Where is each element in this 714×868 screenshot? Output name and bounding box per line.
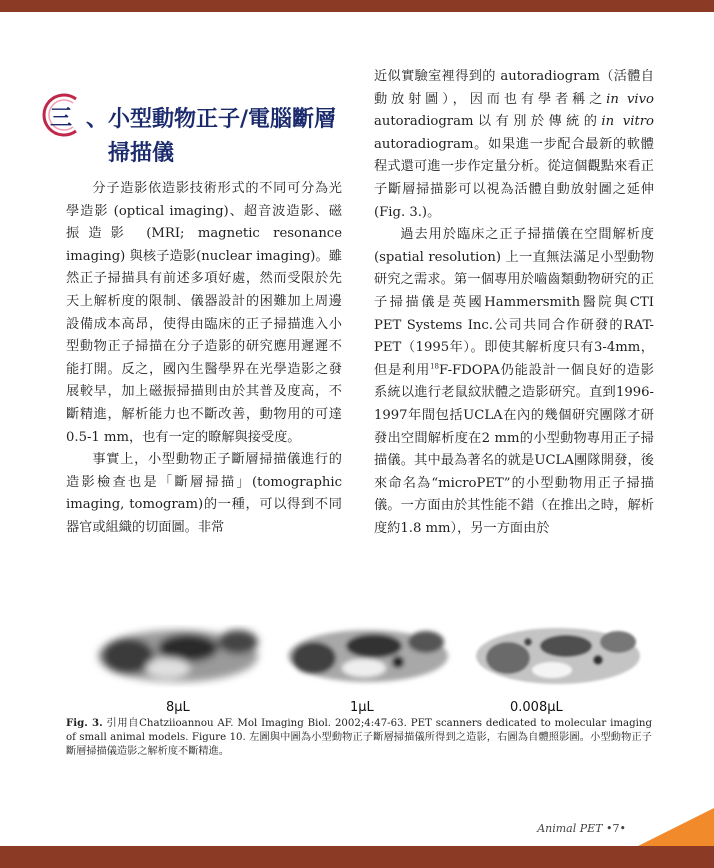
left-paragraph-1: 分子造影依造影技術形式的不同可分為光學造影 (optical imaging)、超音波造影、磁振造影 (MRI; magnetic resonance imaging) 與核子造影(nuclear imaging)。雖然正子掃描具有前述多項好處，然而受限於先天上解析度的限制、儀器設計的困難加上周邊設備成本高昂，使得由臨床的正子掃描進入小型動物正子掃描在分子造影的研究應用遲遲不能打開。反之，國內生醫學界在光學造影之發展較早，加上磁振掃描則由於其普及度高，不斷精進，解析能力也不斷改善，動物用的可達0.5-1 mm，也有一定的瞭解與接受度。 (66, 181, 342, 445)
journal-name: Animal PET (537, 822, 603, 835)
isotope-superscript: 18 (430, 362, 440, 371)
figure-caption (66, 716, 652, 759)
heading-number: 三 (50, 106, 73, 131)
figure-label-2: 1μL (350, 700, 374, 715)
page-footer (537, 822, 626, 835)
left-paragraph-2: 事實上，小型動物正子斷層掃描儀進行的造影檢查也是「斷層掃描」(tomographic imaging, tomogram)的一種，可以得到不同器官或組織的切面圖。非常 (66, 452, 342, 535)
pet-image-1ul (278, 612, 458, 692)
figure-label-3: 0.008μL (510, 700, 563, 715)
heading-number-badge (40, 92, 86, 138)
figure-3 (88, 612, 648, 715)
section-heading (40, 92, 340, 172)
top-band (0, 0, 714, 12)
term-in-vitro: in vitro (601, 114, 654, 130)
figure-label-1: 8μL (166, 700, 190, 715)
right-column (374, 66, 654, 540)
pet-image-8ul (88, 612, 268, 692)
page-number: •7• (602, 822, 626, 835)
right-paragraph-2: 過去用於臨床之正子掃描儀在空間解析度 (spatial resolution) 上一直無法滿足小型動物研究之需求。第一個專用於嚙齒類動物研究的正子掃描儀是英國Hammersmith醫院與CTI PET Systems Inc.公司共同合作研發的RAT-PET（1995年）。即使其解析度只有3-4mm，但是利用$^{18}$F-FDOPA仍能設計一個良好的造影系統以進行老鼠紋狀體之造影研究。直到1996-1997年間包括UCLA在內的幾個研究團隊才研發出空間解析度在2 mm的小型動物專用正子掃描儀。其中最為著名的就是UCLA團隊開發，後來命名為“microPET”的小型動物用正子掃描儀。一方面由於其性能不錯（在推出之時，解析度約1.8 mm），另一方面由於 (374, 227, 654, 536)
caption-text: 引用自Chatziioannou AF. Mol Imaging Biol. 2002;4:47-63. PET scanners dedicated to molecular imaging of small animal models. Figure 10. 左圖與中圖為小型動物正子斷層掃描儀所得到之造影，右圖為自體照影圖。小型動物正子斷層掃描儀造影之解析度不斷精進。 (66, 718, 652, 757)
corner-accent (638, 808, 714, 846)
heading-title-line2: 掃描儀 (108, 141, 175, 166)
autoradiograph-0008ul (468, 612, 648, 692)
term-in-vivo: in vivo (606, 91, 654, 107)
right-paragraph-1: 近似實驗室裡得到的 autoradiogram（活體自動放射圖），因而也有學者稱之in vivo autoradiogram以有別於傳統的in vitro autoradiogram。如果進一步配合最新的軟體程式還可進一步作定量分析。從這個觀點來看正子斷層掃描影可以視為活體自動放射圖之延伸 (Fig. 3.)。 (374, 69, 654, 220)
caption-label: Fig. 3. (66, 717, 103, 729)
heading-title-line1: 、小型動物正子/電腦斷層 (86, 107, 337, 132)
bottom-band (0, 846, 714, 868)
left-column (66, 178, 342, 540)
